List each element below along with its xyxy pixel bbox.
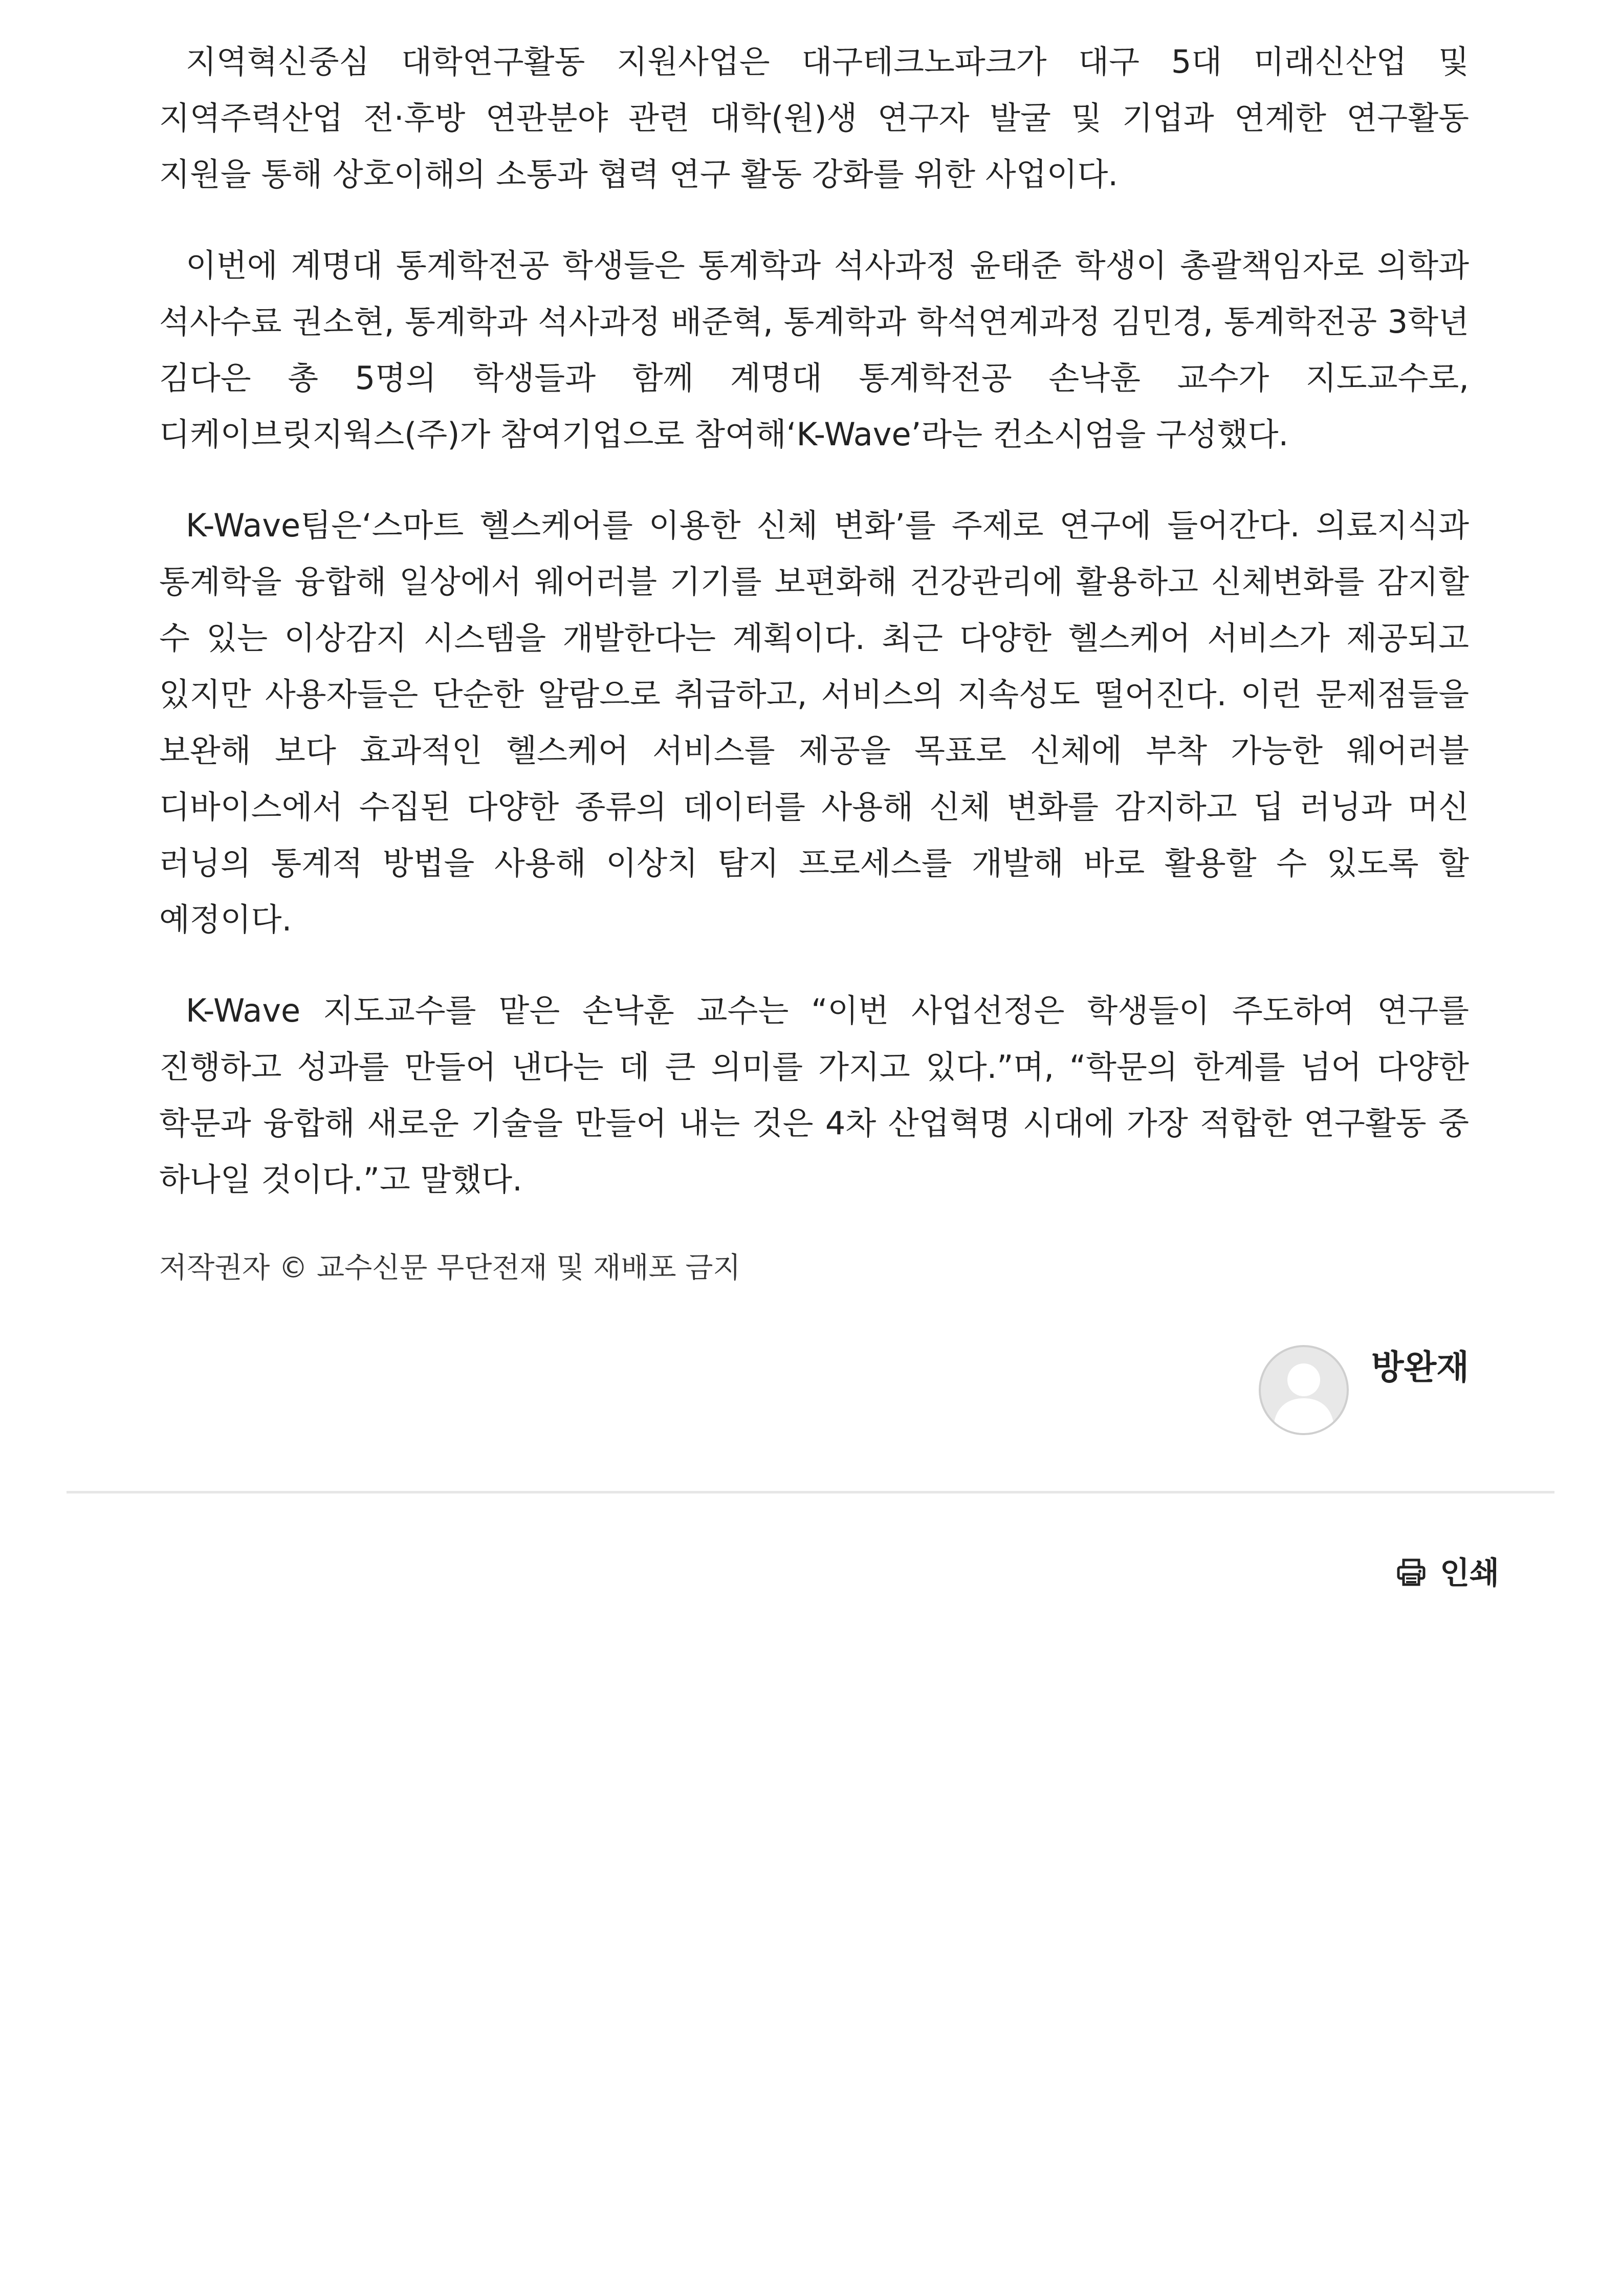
article-paragraph-1: 지역혁신중심 대학연구활동 지원사업은 대구테크노파크가 대구 5대 미래신산업 및 지역주력산업 전·후방 연관분야 관련 대학(원)생 연구자 발굴 및 기업과 연계한 연구활동 지원을 통해 상호이해의 소통과 협력 연구 활동 강화를 위한 사업이다. [159,43,1469,193]
section-divider [67,1491,1554,1493]
print-button[interactable] [1397,1553,1499,1594]
printer-icon[interactable] [1397,1558,1426,1588]
article-paragraph-3: K-Wave팀은‘스마트 헬스케어를 이용한 신체 변화’를 주제로 연구에 들어간다. 의료지식과 통계학을 융합해 일상에서 웨어러블 기기를 보편화해 건강관리에 활용하고 신체변화를 감지할 수 있는 이상감지 시스템을 개발한다는 계획이다. 최근 다양한 헬스케어 서비스가 제공되고 있지만 사용자들은 단순한 알람으로 취급하고, 서비스의 지속성도 떨어진다. 이런 문제점들을 보완해 보다 효과적인 헬스케어 서비스를 제공을 목표로 신체에 부착 가능한 웨어러블 디바이스에서 수집된 다양한 종류의 데이터를 사용해 신체 변화를 감지하고 딥 러닝과 머신 러닝의 통계적 방법을 사용해 이상치 탐지 프로세스를 개발해 바로 활용할 수 있도록 할 예정이다. [159,507,1469,938]
reporter-byline[interactable] [1259,1342,1469,1435]
copyright-notice: 저작권자 © 교수신문 무단전재 및 재배포 금지 [159,1251,741,1285]
article-body [159,34,1469,1243]
reporter-name[interactable]: 방완재 [1371,1348,1469,1387]
user-avatar-icon[interactable] [1259,1345,1349,1435]
article-paragraph-4: K-Wave 지도교수를 맡은 손낙훈 교수는 “이번 사업선정은 학생들이 주도하여 연구를 진행하고 성과를 만들어 낸다는 데 큰 의미를 가지고 있다.”며, “학문의 한계를 넘어 다양한 학문과 융합해 새로운 기술을 만들어 내는 것은 4차 산업혁명 시대에 가장 적합한 연구활동 중 하나일 것이다.”고 말했다. [159,992,1469,1198]
print-label[interactable]: 인쇄 [1440,1555,1499,1591]
article-paragraph-2: 이번에 계명대 통계학전공 학생들은 통계학과 석사과정 윤태준 학생이 총괄책임자로 의학과 석사수료 권소현, 통계학과 석사과정 배준혁, 통계학과 학석연계과정 김민경, 통계학전공 3학년 김다은 총 5명의 학생들과 함께 계명대 통계학전공 손낙훈 교수가 지도교수로, 디케이브릿지웍스(주)가 참여기업으로 참여해‘K-Wave’라는 컨소시엄을 구성했다. [159,247,1469,453]
